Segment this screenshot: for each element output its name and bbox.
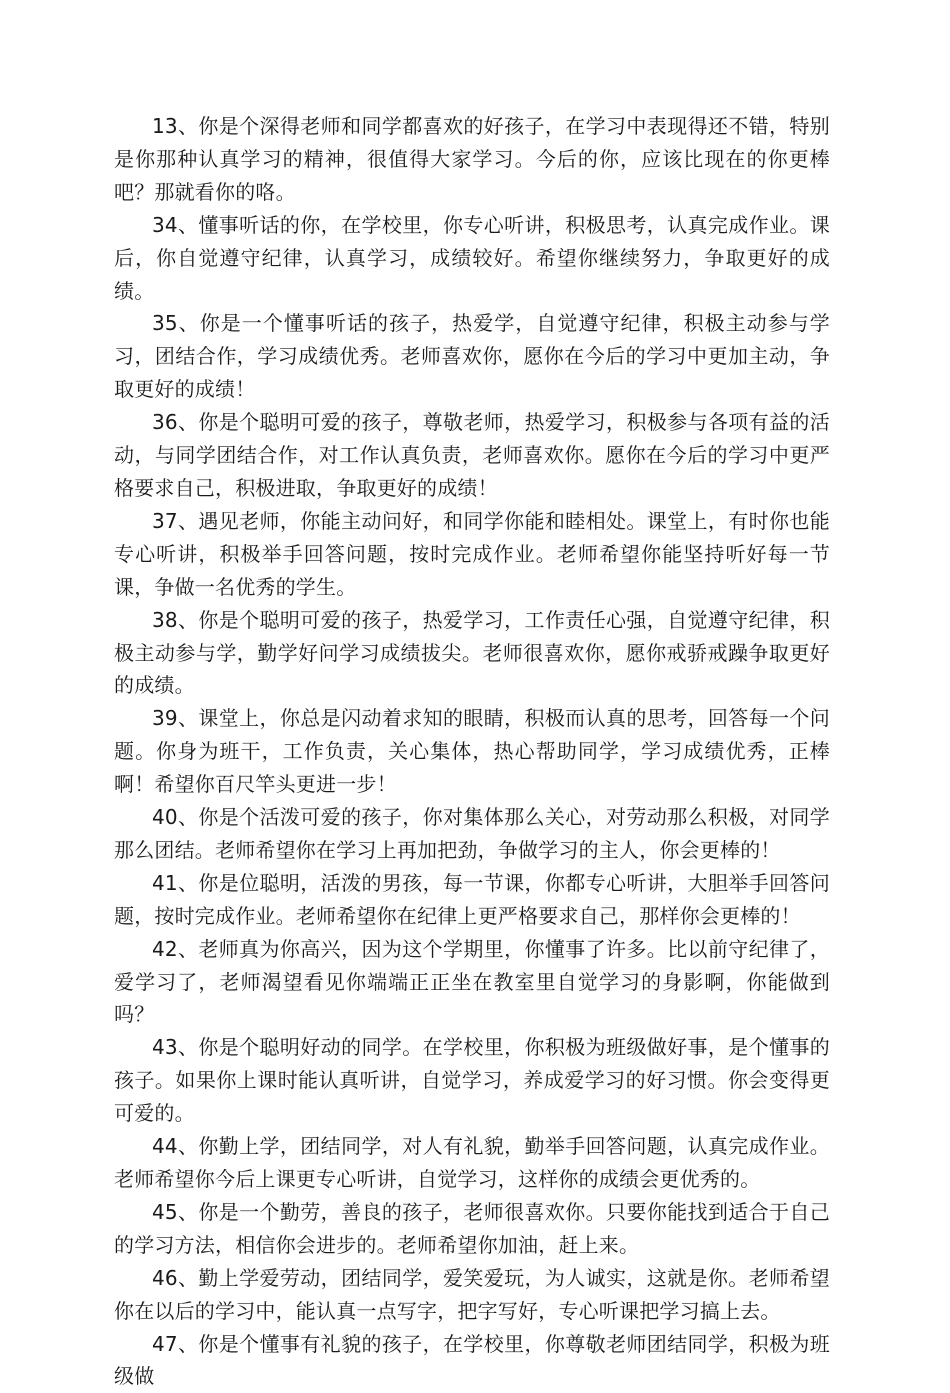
comment-paragraph-46: 46、勤上学爱劳动，团结同学，爱笑爱玩，为人诚实，这就是你。老师希望你在以后的学习中，能认真一点写字，把字写好，专心听课把学习搞上去。 [114, 1265, 830, 1323]
comment-paragraph-13: 13、你是个深得老师和同学都喜欢的好孩子，在学习中表现得还不错，特别是你那种认真学习的精神，很值得大家学习。今后的你，应该比现在的你更棒吧？那就看你的咯。 [114, 114, 830, 204]
comment-paragraph-34: 34、懂事听话的你，在学校里，你专心听讲，积极思考，认真完成作业。课后，你自觉遵守纪律，认真学习，成绩较好。希望你继续努力，争取更好的成绩。 [114, 212, 830, 303]
comment-paragraph-45: 45、你是一个勤劳，善良的孩子，老师很喜欢你。只要你能找到适合于自己的学习方法，相信你会进步的。老师希望你加油，赶上来。 [114, 1199, 830, 1257]
document-body [114, 110, 830, 1393]
comment-paragraph-38: 38、你是个聪明可爱的孩子，热爱学习，工作责任心强，自觉遵守纪律，积极主动参与学，勤学好问学习成绩拔尖。老师很喜欢你，愿你戒骄戒躁争取更好的成绩。 [114, 607, 830, 698]
comment-paragraph-47: 47、你是个懂事有礼貌的孩子，在学校里，你尊敬老师团结同学，积极为班级做 [114, 1331, 830, 1389]
comment-paragraph-41: 41、你是位聪明，活泼的男孩，每一节课，你都专心听讲，大胆举手回答问题，按时完成作业。老师希望你在纪律上更严格要求自己，那样你会更棒的！ [114, 870, 830, 928]
comment-paragraph-43: 43、你是个聪明好动的同学。在学校里，你积极为班级做好事，是个懂事的孩子。如果你上课时能认真听讲，自觉学习，养成爱学习的好习惯。你会变得更可爱的。 [114, 1035, 830, 1126]
comment-paragraph-44: 44、你勤上学，团结同学，对人有礼貌，勤举手回答问题，认真完成作业。老师希望你今后上课更专心听讲，自觉学习，这样你的成绩会更优秀的。 [114, 1134, 830, 1191]
comment-paragraph-40: 40、你是个活泼可爱的孩子，你对集体那么关心，对劳动那么积极，对同学那么团结。老师希望你在学习上再加把劲，争做学习的主人，你会更棒的！ [114, 805, 830, 862]
comment-paragraph-36: 36、你是个聪明可爱的孩子，尊敬老师，热爱学习，积极参与各项有益的活动，与同学团结合作，对工作认真负责，老师喜欢你。愿你在今后的学习中更严格要求自己，积极进取，争取更好的成绩！ [114, 410, 830, 500]
comment-paragraph-42: 42、老师真为你高兴，因为这个学期里，你懂事了许多。比以前守纪律了，爱学习了，老师渴望看见你端端正正坐在教室里自觉学习的身影啊，你能做到吗？ [114, 936, 830, 1027]
comment-paragraph-39: 39、课堂上，你总是闪动着求知的眼睛，积极而认真的思考，回答每一个问题。你身为班干，工作负责，关心集体，热心帮助同学，学习成绩优秀，正棒啊！希望你百尺竿头更进一步！ [114, 706, 830, 797]
comment-paragraph-37: 37、遇见老师，你能主动问好，和同学你能和睦相处。课堂上，有时你也能专心听讲，积极举手回答问题，按时完成作业。老师希望你能坚持听好每一节课，争做一名优秀的学生。 [114, 508, 830, 599]
comment-paragraph-35: 35、你是一个懂事听话的孩子，热爱学，自觉遵守纪律，积极主动参与学习，团结合作，学习成绩优秀。老师喜欢你，愿你在今后的学习中更加主动，争取更好的成绩！ [114, 311, 830, 402]
